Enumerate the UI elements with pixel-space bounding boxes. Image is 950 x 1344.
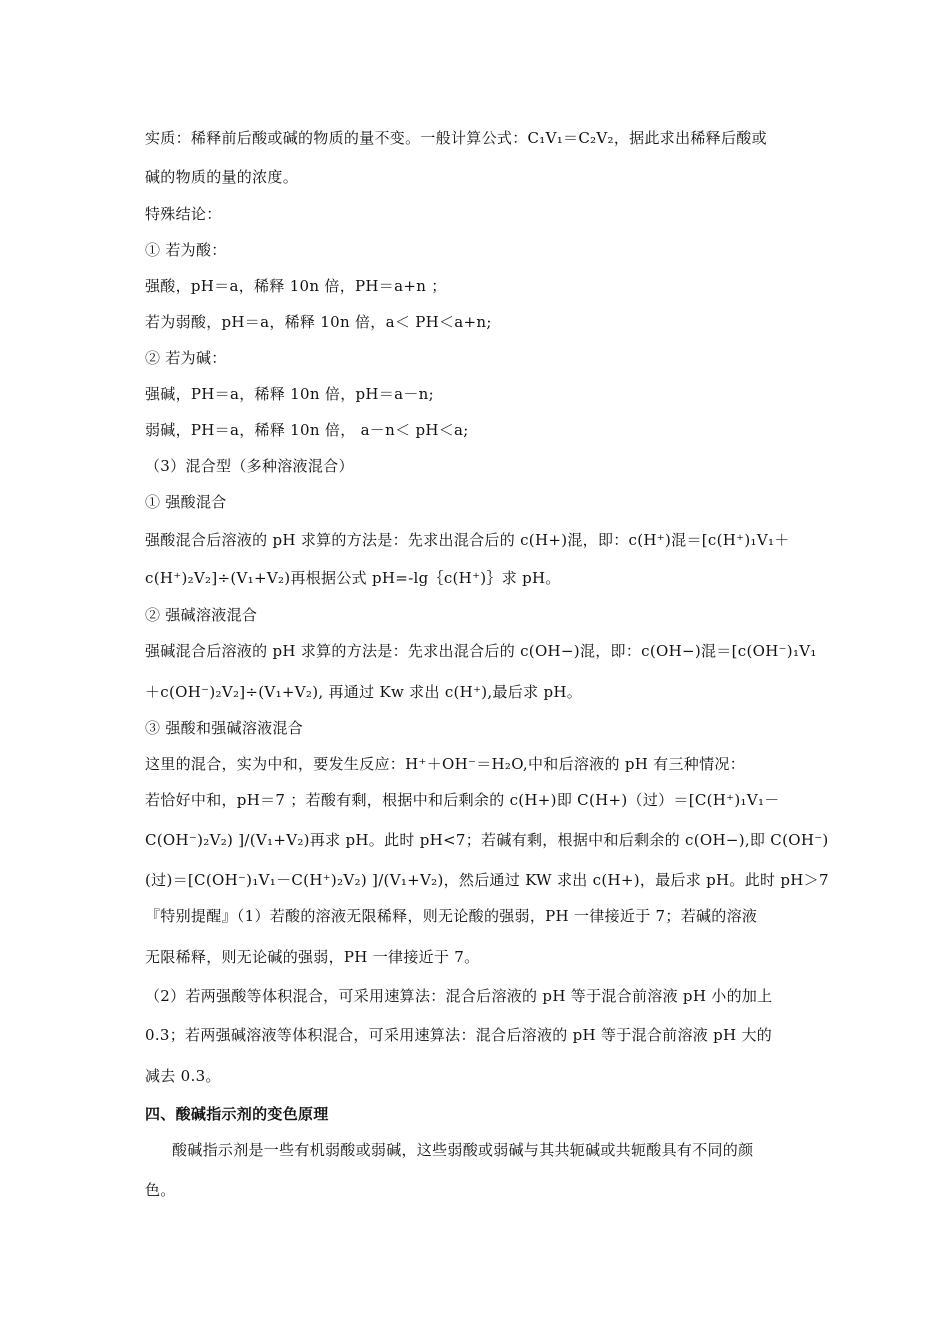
text-line: 酸碱指示剂是一些有机弱酸或弱碱，这些弱酸或弱碱与其共轭碱或共轭酸具有不同的颜 [172, 1141, 754, 1159]
text-line: （2）若两强酸等体积混合，可采用速算法：混合后溶液的 pH 等于混合前溶液 pH 小的加上 [145, 987, 773, 1005]
text-line: 强酸混合后溶液的 pH 求算的方法是：先求出混合后的 c(H+)混，即：c(H⁺)混＝[c(H⁺)₁V₁＋ [145, 531, 790, 549]
text-line: 减去 0.3。 [145, 1067, 221, 1085]
text-line: 色。 [145, 1181, 176, 1199]
text-line: （3）混合型（多种溶液混合） [145, 457, 354, 475]
text-line: ② 强碱溶液混合 [145, 606, 258, 624]
text-line: (过)＝[C(OH⁻)₁V₁－C(H⁺)₂V₂) ]/(V₁+V₂)，然后通过 KW 求出 c(H+)，最后求 pH。此时 pH＞7 [145, 871, 829, 889]
text-line: 若恰好中和，pH＝7 ；若酸有剩，根据中和后剩余的 c(H+)即 C(H+)（过）＝[C(H⁺)₁V₁－ [145, 791, 780, 809]
text-line: 这里的混合，实为中和，要发生反应：H⁺＋OH⁻＝H₂O,中和后溶液的 pH 有三种情况： [145, 755, 745, 773]
text-line: ③ 强酸和强碱溶液混合 [145, 719, 304, 737]
text-line: 弱碱，PH＝a，稀释 10n 倍， a－n＜ pH＜a; [145, 421, 469, 439]
text-line: 强碱混合后溶液的 pH 求算的方法是：先求出混合后的 c(OH−)混，即：c(OH−)混＝[c(OH⁻)₁V₁ [145, 642, 817, 660]
text-line: ① 若为酸： [145, 241, 227, 259]
text-line: 强酸，pH＝a，稀释 10n 倍，PH＝a+n ； [145, 277, 447, 295]
text-line: 实质：稀释前后酸或碱的物质的量不变。一般计算公式：C₁V₁＝C₂V₂，据此求出稀释后酸或 [145, 129, 767, 147]
text-line: ＋c(OH⁻)₂V₂]÷(V₁+V₂), 再通过 Kw 求出 c(H⁺),最后求 pH。 [145, 683, 583, 701]
text-line: 强碱，PH＝a，稀释 10n 倍，pH＝a－n; [145, 385, 434, 403]
text-line: 无限稀释，则无论碱的强弱，PH 一律接近于 7。 [145, 948, 480, 966]
text-line: ② 若为碱： [145, 349, 227, 367]
text-line: 若为弱酸，pH＝a，稀释 10n 倍，a＜ PH＜a+n; [145, 313, 492, 331]
text-line: 『特别提醒』（1）若酸的溶液无限稀释，则无论酸的强弱，PH 一律接近于 7；若碱的溶液 [145, 907, 758, 925]
text-line: 特殊结论： [145, 205, 222, 223]
text-line: 0.3；若两强碱溶液等体积混合，可采用速算法：混合后溶液的 pH 等于混合前溶液 pH 大的 [145, 1026, 773, 1044]
text-line: 碱的物质的量的浓度。 [145, 168, 299, 186]
text-line: c(H⁺)₂V₂]÷(V₁+V₂)再根据公式 pH=-lg｛c(H⁺)｝求 pH。 [145, 569, 561, 587]
section-heading: 四、酸碱指示剂的变色原理 [145, 1105, 329, 1123]
text-line: C(OH⁻)₂V₂) ]/(V₁+V₂)再求 pH。此时 pH<7；若碱有剩，根据中和后剩余的 c(OH−),即 C(OH⁻) [145, 831, 829, 849]
text-line: ① 强酸混合 [145, 493, 227, 511]
